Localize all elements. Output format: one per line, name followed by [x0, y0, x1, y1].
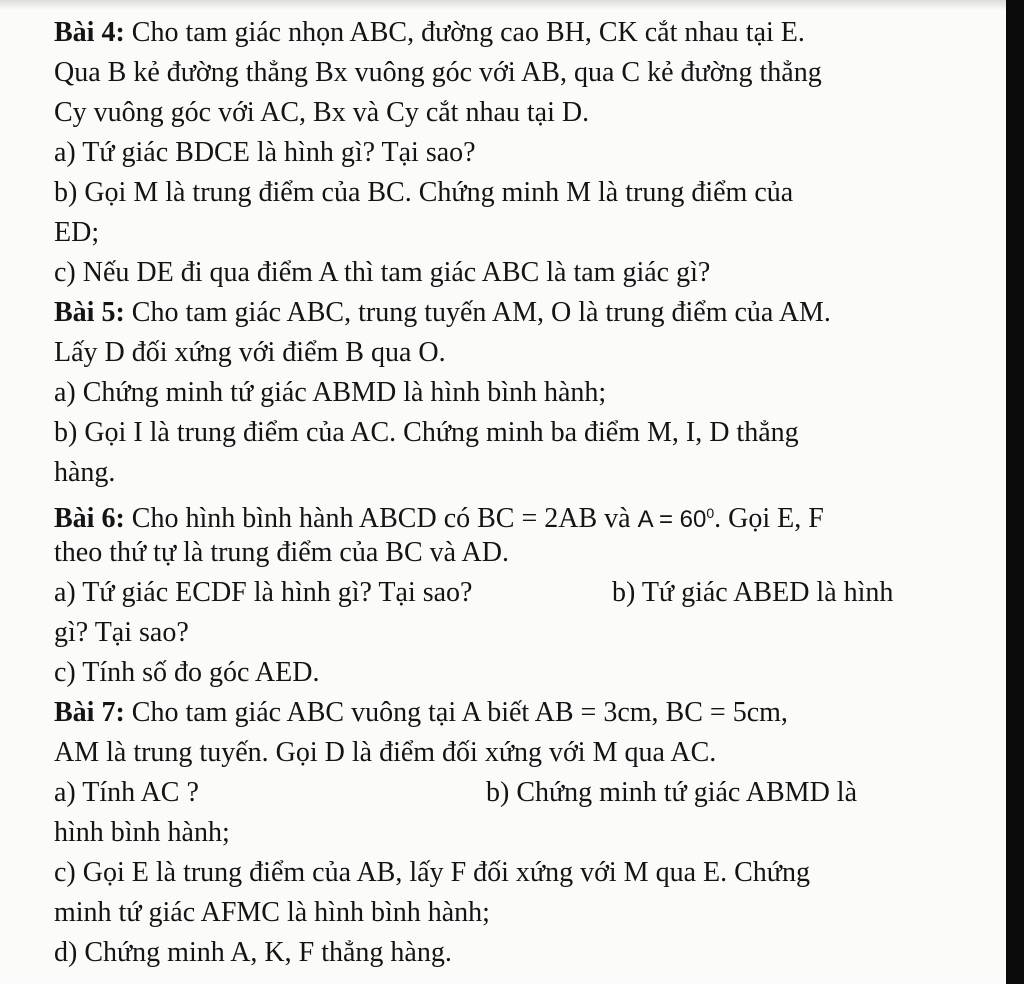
- p7-part-d: d) Chứng minh A, K, F thẳng hàng.: [54, 937, 452, 968]
- p6-part-c: c) Tính số đo góc AED.: [54, 657, 320, 688]
- p6-part-a: a) Tứ giác ECDF là hình gì? Tại sao?: [54, 577, 473, 608]
- p4-line-3: Cy vuông góc với AC, Bx và Cy cắt nhau tại D.: [54, 97, 590, 128]
- p4-part-c: c) Nếu DE đi qua điểm A thì tam giác ABC là tam giác gì?: [54, 257, 711, 288]
- p6-line-2: theo thứ tự là trung điểm của BC và AD.: [54, 537, 509, 568]
- p5-line-2: Lấy D đối xứng với điểm B qua O.: [54, 337, 446, 368]
- p7-label: Bài 7:: [54, 697, 125, 728]
- p6-degree-mark: 0: [706, 505, 715, 521]
- p6-text-1-end: . Gọi E, F: [714, 503, 824, 534]
- top-shadow: [0, 0, 1006, 10]
- p4-label: Bài 4:: [54, 17, 125, 48]
- p4-text-1: Cho tam giác nhọn ABC, đường cao BH, CK cắt nhau tại E.: [124, 17, 805, 48]
- p5-label: Bài 5:: [54, 297, 125, 328]
- p5-text-1: Cho tam giác ABC, trung tuyến AM, O là trung điểm của AM.: [124, 297, 831, 328]
- p4-line-1: [54, 16, 805, 50]
- p6-angle-formula: [638, 506, 715, 533]
- p5-line-1: [54, 296, 831, 330]
- dark-edge: [1006, 0, 1024, 984]
- p7-part-b-2: hình bình hành;: [54, 817, 230, 848]
- p7-line-1: [54, 696, 788, 730]
- p4-part-b-2: ED;: [54, 217, 100, 248]
- p7-text-1: Cho tam giác ABC vuông tại A biết AB = 3cm, BC = 5cm,: [124, 697, 788, 728]
- p7-line-2: AM là trung tuyến. Gọi D là điểm đối xứng với M qua AC.: [54, 737, 717, 768]
- p5-part-b-1: b) Gọi I là trung điểm của AC. Chứng minh ba điểm M, I, D thẳng: [54, 417, 799, 448]
- p7-part-c-2: minh tứ giác AFMC là hình bình hành;: [54, 897, 490, 928]
- p4-line-2: Qua B kẻ đường thẳng Bx vuông góc với AB, qua C kẻ đường thẳng: [54, 57, 822, 88]
- p5-part-a: a) Chứng minh tứ giác ABMD là hình bình hành;: [54, 377, 607, 408]
- p7-part-c-1: c) Gọi E là trung điểm của AB, lấy F đối xứng với M qua E. Chứng: [54, 857, 810, 888]
- p6-line-1: [54, 496, 824, 537]
- p6-label: Bài 6:: [54, 503, 125, 534]
- p7-part-a: a) Tính AC ?: [54, 777, 199, 808]
- p6-angle-value: A = 60: [637, 506, 707, 533]
- p6-part-b-2: gì? Tại sao?: [54, 617, 189, 648]
- p7-part-b-1: b) Chứng minh tứ giác ABMD là: [486, 777, 857, 808]
- p4-part-b-1: b) Gọi M là trung điểm của BC. Chứng minh M là trung điểm của: [54, 177, 794, 208]
- p4-part-a: a) Tứ giác BDCE là hình gì? Tại sao?: [54, 137, 476, 168]
- p6-text-1: Cho hình bình hành ABCD có BC = 2AB và: [124, 503, 638, 534]
- p5-part-b-2: hàng.: [54, 457, 116, 488]
- p6-part-b-1: b) Tứ giác ABED là hình: [612, 577, 894, 608]
